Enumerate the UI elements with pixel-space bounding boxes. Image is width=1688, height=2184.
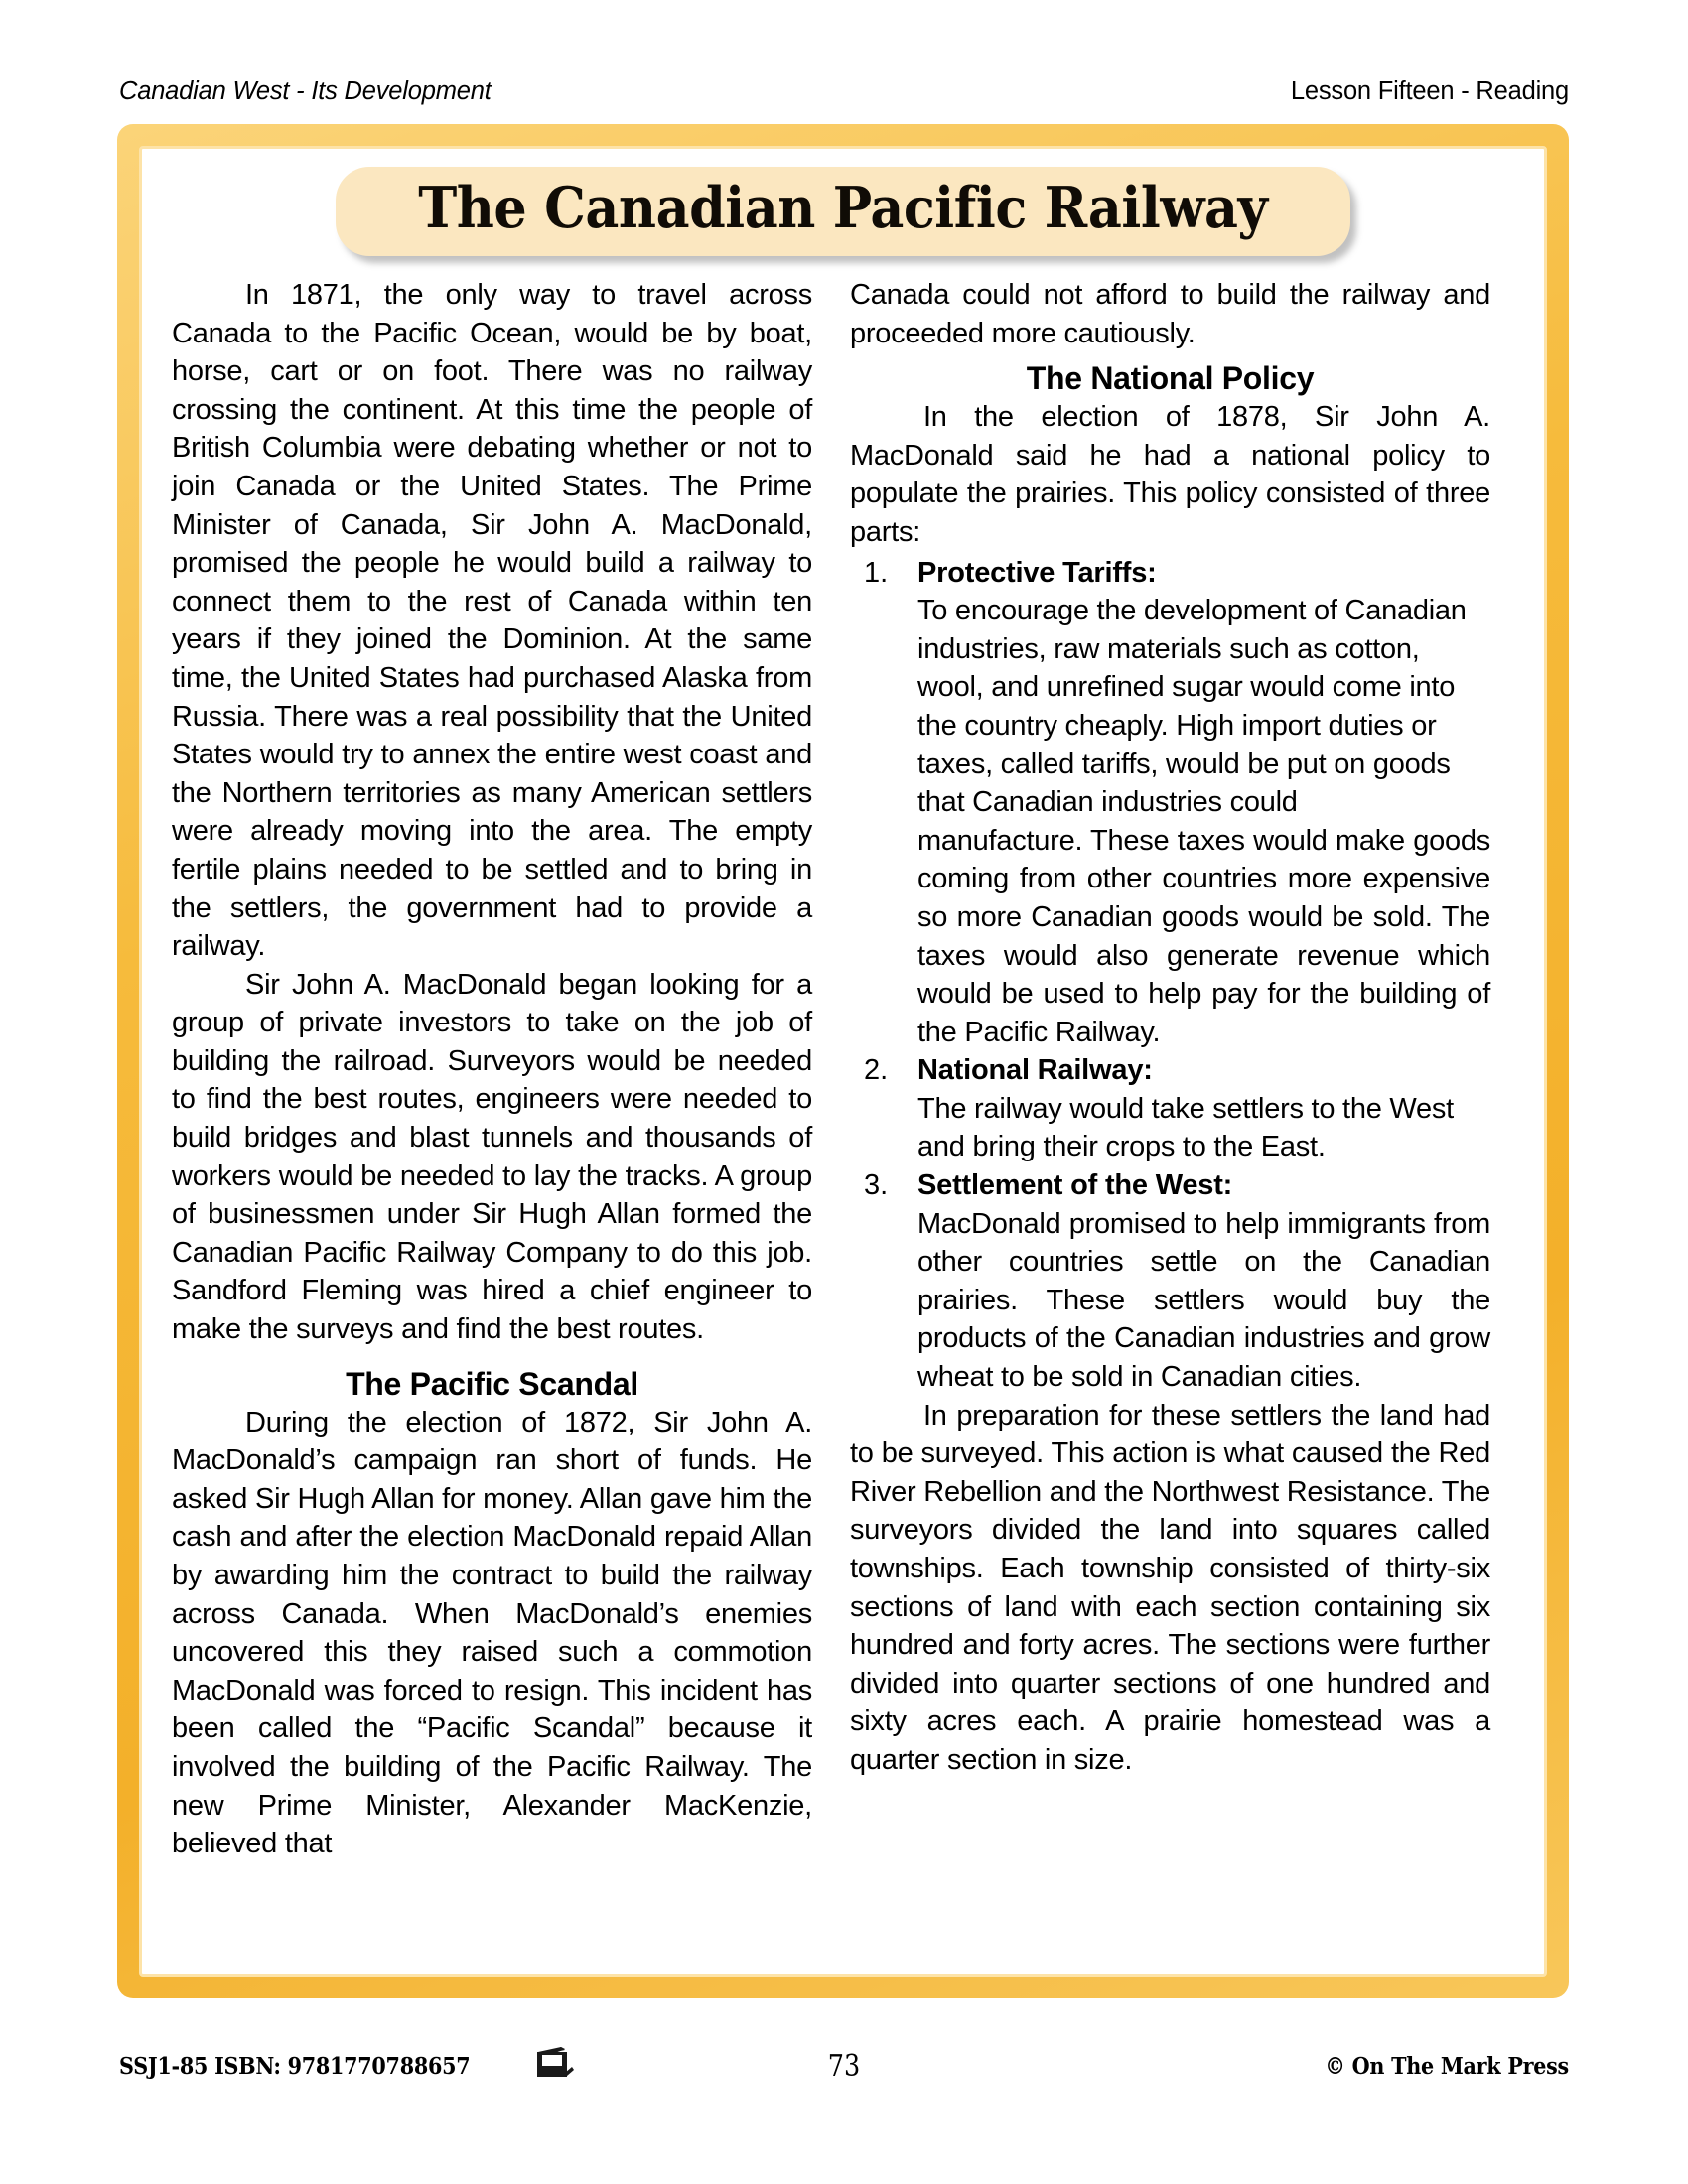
list-item [850, 1166, 1490, 1397]
list-item-number: 2. [864, 1054, 889, 1087]
right-column [850, 276, 1490, 1863]
left-column [172, 276, 812, 1863]
running-head-left: Canadian West - Its Development [119, 77, 492, 105]
page-content-area [139, 146, 1547, 1977]
title-banner [336, 167, 1350, 256]
list-item-body-part-1: To encourage the development of Canadian industries, raw materials such as cotton, wool, and unrefined sugar would come into the country cheaply. High import duties or [917, 595, 1467, 742]
list-item-body [917, 1090, 1490, 1166]
footer-isbn: SSJ1-85 ISBN: 9781770788657 [119, 2052, 471, 2080]
list-item-body [917, 592, 1490, 1051]
list-item-body-part-1: MacDonald promised to help immigrants from other countries settle on the Canadian prairies. These settlers would buy the products of the Canadian industries and grow wheat to be sold in Canadian cities. [917, 1207, 1490, 1394]
national-policy-list [850, 554, 1490, 1397]
list-item-title: National Railway: [917, 1054, 1153, 1087]
heading-national-policy: The National Policy [1026, 360, 1315, 397]
page-number: 73 [827, 2048, 861, 2084]
left-paragraph-3: During the election of 1872, Sir John A. MacDonald’s campaign ran short of funds. He asked Sir Hugh Allan for money. Allan gave him the cash and after the election MacDonald repaid Allan by awarding him the contract to build the railway across Canada. When MacDonald’s enemies uncovered this they raised such a commotion MacDonald was forced to resign. This incident has been called the “Pacific Scandal” because it involved the building of the Pacific Railway. The new Prime Minister, Alexander MacKenzie, believed that [172, 1406, 812, 1860]
page-border-frame [117, 124, 1569, 1998]
left-paragraph-1: In 1871, the only way to travel across Canada to the Pacific Ocean, would be by boat, horse, cart or on foot. There was no railway crossing the continent. At this time the people of British Columbia were debating whether or not to join Canada or the United States. The Prime Minister of Canada, Sir John A. MacDonald, promised the people he would build a railway to connect them to the rest of Canada within ten years if they joined the Dominion. At the same time, the United States had purchased Alaska from Russia. There was a real possibility that the United States would try to annex the entire west coast and the Northern territories as many American settlers were already moving into the area. The empty fertile plains needed to be settled and to bring in the settlers, the government had to provide a railway. [172, 279, 812, 963]
list-item [850, 1051, 1490, 1166]
list-item-title: Settlement of the West: [917, 1169, 1233, 1202]
list-item-body-part-1: The railway would take settlers to the West and bring their crops to the East. [917, 1092, 1454, 1163]
list-item-number: 1. [864, 556, 889, 589]
list-item-number: 3. [864, 1169, 889, 1202]
heading-pacific-scandal: The Pacific Scandal [346, 1365, 638, 1402]
list-item-title: Protective Tariffs: [917, 556, 1157, 589]
footer-publisher: © On The Mark Press [1325, 2052, 1569, 2080]
list-item-body-part-2: taxes, called tariffs, would be put on goods that Canadian industries could [917, 748, 1451, 819]
page-title: The Canadian Pacific Railway [418, 175, 1268, 241]
running-head-right: Lesson Fifteen - Reading [1290, 77, 1569, 105]
right-paragraph-continuation: Canada could not afford to build the railway and proceeded more cautiously. [850, 279, 1490, 349]
running-head [119, 77, 1569, 113]
left-paragraph-2: Sir John A. MacDonald began looking for a group of private investors to take on the job of building the railroad. Surveyors would be needed to find the best routes, engineers were needed to build bridges and blast tunnels and thousands of workers would be needed to lay the tracks. A group of businessmen under Sir Hugh Allan formed the Canadian Pacific Railway Company to do this job. Sandford Fleming was hired a chief engineer to make the surveys and find the best routes. [172, 968, 812, 1346]
two-column-body [172, 276, 1516, 1863]
right-paragraph-1: In the election of 1878, Sir John A. MacDonald said he had a national policy to populate the prairies. This policy consisted of three parts: [850, 401, 1490, 548]
right-paragraph-2: In preparation for these settlers the land had to be surveyed. This action is what caused the Red River Rebellion and the Northwest Resistance. The surveyors divided the land into squares called townships. Each township consisted of thirty-six sections of land with each section containing six hundred and forty acres. The sections were further divided into quarter sections of one hundred and sixty acres each. A prairie homestead was a quarter section in size. [850, 1399, 1490, 1776]
list-item [850, 554, 1490, 1052]
page-footer [119, 2041, 1569, 2091]
title-banner-container [142, 167, 1544, 256]
list-item-body-part-3: manufacture. These taxes would make goods coming from other countries more expensive so more Canadian goods would be sold. The taxes would also generate revenue which would be used to help pay for the building of the Pacific Railway. [917, 824, 1490, 1048]
list-item-body [917, 1205, 1490, 1397]
